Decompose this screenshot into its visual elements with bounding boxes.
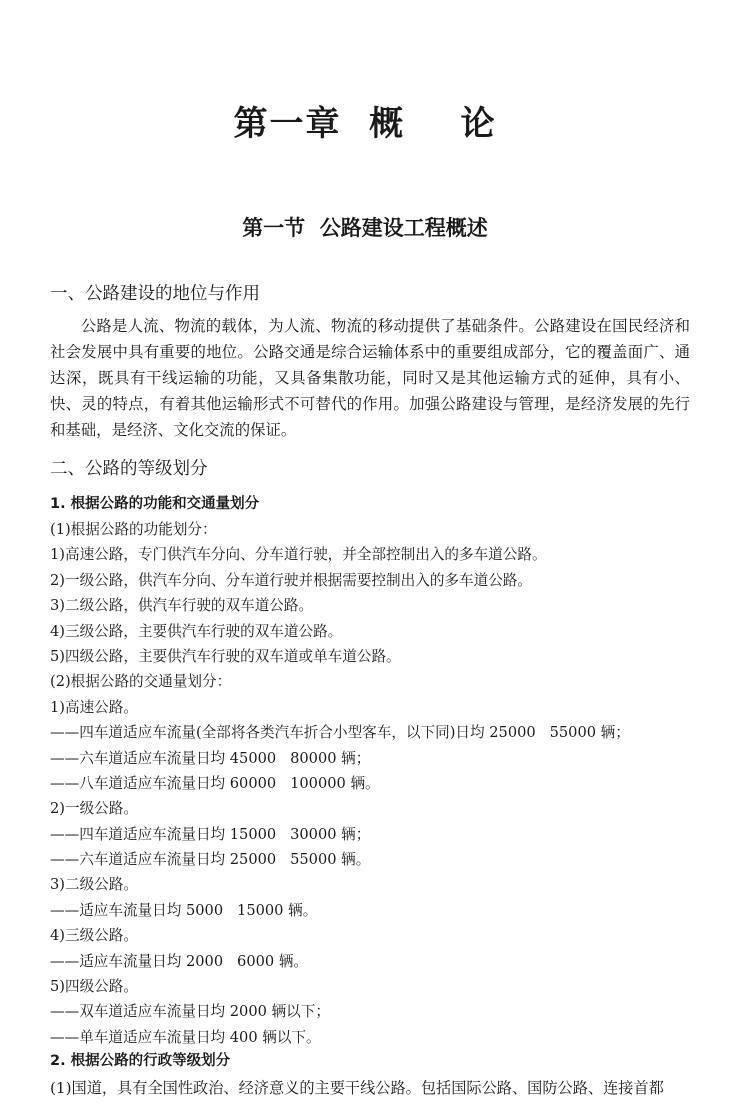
list-item: ——双车道适应车流量日均 2000 辆以下； bbox=[50, 1003, 330, 1021]
list-item: 5)四级公路。 bbox=[50, 978, 138, 996]
list-item: ——八车道适应车流量日均 60000 100000 辆。 bbox=[50, 774, 380, 792]
classification-list bbox=[50, 517, 720, 1050]
list-item: ——适应车流量日均 2000 6000 辆。 bbox=[50, 952, 309, 970]
section-title: 第一节 公路建设工程概述 bbox=[242, 216, 488, 240]
list-item: ——单车道适应车流量日均 400 辆以下。 bbox=[50, 1028, 321, 1046]
subheading-function-traffic: 1. 根据公路的功能和交通量划分 bbox=[50, 496, 260, 512]
list-item: 2)一级公路，供汽车分向、分车道行驶并根据需要控制出入的多车道公路。 bbox=[50, 571, 532, 589]
list-item: (2)根据公路的交通量划分： bbox=[50, 673, 232, 691]
list-item: ——四车道适应车流量(全部将各类汽车折合小型客车，以下同)日均 25000 55000 辆； bbox=[50, 724, 630, 742]
list-item: 1)高速公路。 bbox=[50, 698, 138, 716]
section-1-paragraph: 公路是人流、物流的载体，为人流、物流的移动提供了基础条件。公路建设在国民经济和社会发展中具有重要的地位。公路交通是综合运输体系中的重要组成部分，它的覆盖面广、通达深，既具有干线运输的功能，又具备集散功能，同时又是其他运输方式的延伸，具有小、快、灵的特点，有着其他运输形式不可替代的作用。加强公路建设与管理，是经济发展的先行和基础，是经济、文化交流的保证。 bbox=[50, 317, 690, 439]
list-item: 3)二级公路，供汽车行驶的双车道公路。 bbox=[50, 597, 314, 615]
chapter-title: 第一章 概 论 bbox=[233, 104, 497, 144]
section-heading-2: 二、公路的等级划分 bbox=[50, 459, 208, 479]
truncated-paragraph-line: (1)国道，具有全国性政治、经济意义的主要干线公路。包括国际公路、国防公路、连接首都 bbox=[50, 1079, 664, 1097]
list-item: 1)高速公路，专门供汽车分向、分车道行驶，并全部控制出入的多车道公路。 bbox=[50, 546, 547, 564]
list-item: ——四车道适应车流量日均 15000 30000 辆； bbox=[50, 825, 371, 843]
list-item: 5)四级公路，主要供汽车行驶的双车道或单车道公路。 bbox=[50, 647, 401, 665]
list-item: (1)根据公路的功能划分： bbox=[50, 521, 217, 538]
list-item: 4)三级公路。 bbox=[50, 927, 138, 945]
list-item: ——六车道适应车流量日均 45000 80000 辆； bbox=[50, 749, 371, 767]
list-item: ——适应车流量日均 5000 15000 辆。 bbox=[50, 901, 318, 919]
list-item: 4)三级公路，主要供汽车行驶的双车道公路。 bbox=[50, 622, 343, 640]
list-item: ——六车道适应车流量日均 25000 55000 辆。 bbox=[50, 851, 371, 869]
list-item: 2)一级公路。 bbox=[50, 800, 138, 818]
section-heading-1: 一、公路建设的地位与作用 bbox=[50, 284, 260, 304]
list-item: 3)二级公路。 bbox=[50, 876, 138, 894]
subheading-administrative: 2. 根据公路的行政等级划分 bbox=[50, 1053, 231, 1069]
